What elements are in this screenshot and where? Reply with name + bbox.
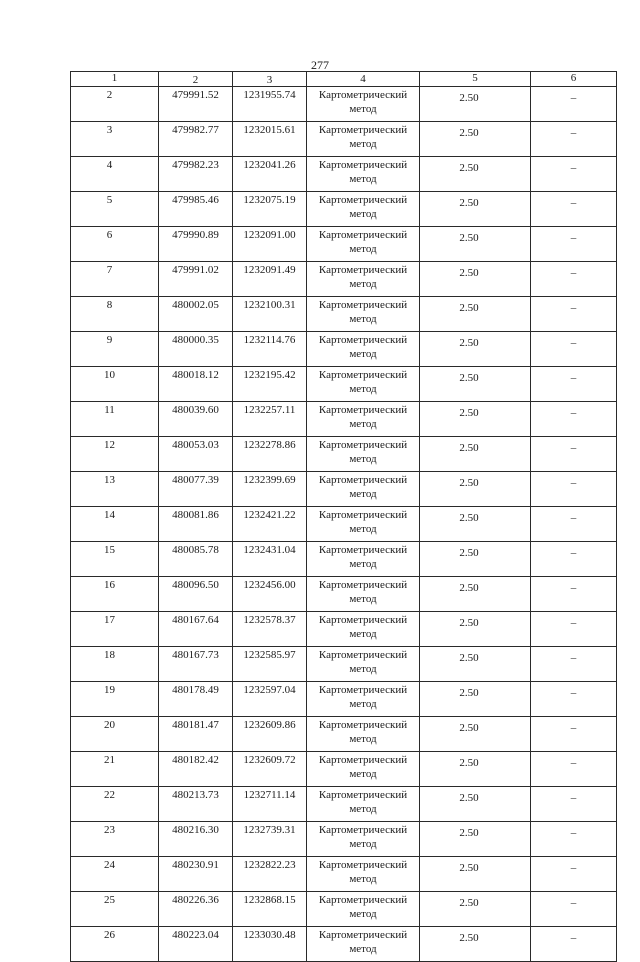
- accuracy-cell: 2.50: [420, 157, 531, 192]
- method-line-1: Картометрический: [318, 614, 408, 626]
- note-cell: –: [531, 262, 617, 297]
- note-cell: –: [531, 402, 617, 437]
- note-cell: –: [531, 752, 617, 787]
- method-line-1: Картометрический: [318, 929, 408, 941]
- accuracy-cell: 2.50: [420, 612, 531, 647]
- x-coordinate-cell: 479982.77: [159, 122, 233, 157]
- note-cell: –: [531, 612, 617, 647]
- x-coordinate-cell: 480018.12: [159, 367, 233, 402]
- x-coordinate-cell: 480081.86: [159, 507, 233, 542]
- accuracy-cell: 2.50: [420, 87, 531, 122]
- x-coordinate-cell: 480182.42: [159, 752, 233, 787]
- y-coordinate-cell: 1232278.86: [233, 437, 307, 472]
- method-line-1: Картометрический: [318, 159, 408, 171]
- y-coordinate-cell: 1232868.15: [233, 892, 307, 927]
- table-row: [71, 367, 617, 402]
- method-line-1: Картометрический: [318, 439, 408, 451]
- y-coordinate-cell: 1232091.00: [233, 227, 307, 262]
- method-line-1: Картометрический: [318, 579, 408, 591]
- method-line-1: Картометрический: [318, 509, 408, 521]
- x-coordinate-cell: 480167.64: [159, 612, 233, 647]
- method-line-2: метод: [349, 838, 377, 850]
- method-line-2: метод: [349, 383, 377, 395]
- point-number-cell: 14: [71, 507, 159, 542]
- note-cell: –: [531, 542, 617, 577]
- method-line-1: Картометрический: [318, 754, 408, 766]
- method-line-2: метод: [349, 698, 377, 710]
- method-cell: [307, 157, 420, 192]
- table-row: [71, 577, 617, 612]
- x-coordinate-cell: 479982.23: [159, 157, 233, 192]
- y-coordinate-cell: 1232711.14: [233, 787, 307, 822]
- method-cell: [307, 507, 420, 542]
- accuracy-cell: 2.50: [420, 682, 531, 717]
- y-coordinate-cell: 1232041.26: [233, 157, 307, 192]
- x-coordinate-cell: 480213.73: [159, 787, 233, 822]
- accuracy-cell: 2.50: [420, 717, 531, 752]
- table-body: [71, 72, 617, 962]
- x-coordinate-cell: 480167.73: [159, 647, 233, 682]
- y-coordinate-cell: 1232431.04: [233, 542, 307, 577]
- method-line-1: Картометрический: [318, 719, 408, 731]
- point-number-cell: 19: [71, 682, 159, 717]
- accuracy-cell: 2.50: [420, 437, 531, 472]
- table-row: [71, 262, 617, 297]
- y-coordinate-cell: 1232609.72: [233, 752, 307, 787]
- accuracy-cell: 2.50: [420, 122, 531, 157]
- x-coordinate-cell: 480053.03: [159, 437, 233, 472]
- note-cell: –: [531, 192, 617, 227]
- note-cell: –: [531, 227, 617, 262]
- point-number-cell: 8: [71, 297, 159, 332]
- accuracy-cell: 2.50: [420, 332, 531, 367]
- note-cell: –: [531, 157, 617, 192]
- method-line-1: Картометрический: [318, 894, 408, 906]
- x-coordinate-cell: 479991.52: [159, 87, 233, 122]
- method-line-1: Картометрический: [318, 649, 408, 661]
- table-row: [71, 752, 617, 787]
- method-cell: [307, 787, 420, 822]
- y-coordinate-cell: 1232421.22: [233, 507, 307, 542]
- note-cell: –: [531, 122, 617, 157]
- method-cell: [307, 402, 420, 437]
- accuracy-cell: 2.50: [420, 927, 531, 962]
- x-coordinate-cell: 480096.50: [159, 577, 233, 612]
- note-cell: –: [531, 857, 617, 892]
- y-coordinate-cell: 1232822.23: [233, 857, 307, 892]
- method-line-2: метод: [349, 243, 377, 255]
- method-line-2: метод: [349, 908, 377, 920]
- x-coordinate-cell: 480039.60: [159, 402, 233, 437]
- point-number-cell: 26: [71, 927, 159, 962]
- method-cell: [307, 752, 420, 787]
- point-number-cell: 22: [71, 787, 159, 822]
- method-line-1: Картометрический: [318, 229, 408, 241]
- method-cell: [307, 682, 420, 717]
- note-cell: –: [531, 367, 617, 402]
- point-number-cell: 5: [71, 192, 159, 227]
- x-coordinate-cell: 480077.39: [159, 472, 233, 507]
- x-coordinate-cell: 480178.49: [159, 682, 233, 717]
- table-row: [71, 472, 617, 507]
- method-cell: [307, 892, 420, 927]
- point-number-cell: 20: [71, 717, 159, 752]
- point-number-cell: 7: [71, 262, 159, 297]
- y-coordinate-cell: 1232195.42: [233, 367, 307, 402]
- point-number-cell: 21: [71, 752, 159, 787]
- point-number-cell: 17: [71, 612, 159, 647]
- y-coordinate-cell: 1232399.69: [233, 472, 307, 507]
- header-cell: 3: [233, 72, 307, 87]
- table-row: [71, 542, 617, 577]
- x-coordinate-cell: 479991.02: [159, 262, 233, 297]
- table-row: [71, 647, 617, 682]
- table-row: [71, 332, 617, 367]
- note-cell: –: [531, 682, 617, 717]
- accuracy-cell: 2.50: [420, 507, 531, 542]
- method-cell: [307, 87, 420, 122]
- note-cell: –: [531, 892, 617, 927]
- table-row: [71, 297, 617, 332]
- table-row: [71, 157, 617, 192]
- accuracy-cell: 2.50: [420, 402, 531, 437]
- table-row: [71, 122, 617, 157]
- note-cell: –: [531, 507, 617, 542]
- point-number-cell: 13: [71, 472, 159, 507]
- y-coordinate-cell: 1232585.97: [233, 647, 307, 682]
- method-line-2: метод: [349, 523, 377, 535]
- point-number-cell: 11: [71, 402, 159, 437]
- method-line-1: Картометрический: [318, 124, 408, 136]
- method-line-1: Картометрический: [318, 824, 408, 836]
- note-cell: –: [531, 87, 617, 122]
- table-row: [71, 892, 617, 927]
- x-coordinate-cell: 480000.35: [159, 332, 233, 367]
- method-line-2: метод: [349, 663, 377, 675]
- method-cell: [307, 227, 420, 262]
- method-line-1: Картометрический: [318, 369, 408, 381]
- accuracy-cell: 2.50: [420, 472, 531, 507]
- method-cell: [307, 542, 420, 577]
- table-header-row: [71, 72, 617, 87]
- method-cell: [307, 472, 420, 507]
- accuracy-cell: 2.50: [420, 192, 531, 227]
- point-number-cell: 18: [71, 647, 159, 682]
- method-cell: [307, 262, 420, 297]
- method-line-1: Картометрический: [318, 264, 408, 276]
- method-cell: [307, 612, 420, 647]
- method-line-2: метод: [349, 733, 377, 745]
- table-row: [71, 927, 617, 962]
- method-cell: [307, 717, 420, 752]
- method-line-2: метод: [349, 278, 377, 290]
- accuracy-cell: 2.50: [420, 577, 531, 612]
- y-coordinate-cell: 1232091.49: [233, 262, 307, 297]
- accuracy-cell: 2.50: [420, 752, 531, 787]
- method-line-1: Картометрический: [318, 789, 408, 801]
- note-cell: –: [531, 787, 617, 822]
- method-cell: [307, 857, 420, 892]
- table-row: [71, 437, 617, 472]
- point-number-cell: 12: [71, 437, 159, 472]
- note-cell: –: [531, 647, 617, 682]
- method-line-1: Картометрический: [318, 404, 408, 416]
- method-line-1: Картометрический: [318, 89, 408, 101]
- accuracy-cell: 2.50: [420, 262, 531, 297]
- method-line-2: метод: [349, 418, 377, 430]
- x-coordinate-cell: 480223.04: [159, 927, 233, 962]
- method-line-2: метод: [349, 103, 377, 115]
- table-row: [71, 787, 617, 822]
- x-coordinate-cell: 480181.47: [159, 717, 233, 752]
- point-number-cell: 23: [71, 822, 159, 857]
- header-cell: 1: [71, 72, 159, 87]
- note-cell: –: [531, 822, 617, 857]
- table-row: [71, 227, 617, 262]
- y-coordinate-cell: 1232578.37: [233, 612, 307, 647]
- point-number-cell: 4: [71, 157, 159, 192]
- point-number-cell: 3: [71, 122, 159, 157]
- point-number-cell: 10: [71, 367, 159, 402]
- method-line-1: Картометрический: [318, 544, 408, 556]
- x-coordinate-cell: 480002.05: [159, 297, 233, 332]
- accuracy-cell: 2.50: [420, 787, 531, 822]
- method-line-2: метод: [349, 348, 377, 360]
- method-line-2: метод: [349, 208, 377, 220]
- y-coordinate-cell: 1232739.31: [233, 822, 307, 857]
- y-coordinate-cell: 1232597.04: [233, 682, 307, 717]
- accuracy-cell: 2.50: [420, 822, 531, 857]
- table-row: [71, 857, 617, 892]
- method-cell: [307, 192, 420, 227]
- method-line-2: метод: [349, 138, 377, 150]
- note-cell: –: [531, 297, 617, 332]
- coordinates-table: [70, 71, 617, 962]
- table-row: [71, 822, 617, 857]
- table-row: [71, 192, 617, 227]
- method-line-2: метод: [349, 943, 377, 955]
- method-line-1: Картометрический: [318, 334, 408, 346]
- accuracy-cell: 2.50: [420, 542, 531, 577]
- y-coordinate-cell: 1232609.86: [233, 717, 307, 752]
- method-cell: [307, 927, 420, 962]
- point-number-cell: 16: [71, 577, 159, 612]
- y-coordinate-cell: 1231955.74: [233, 87, 307, 122]
- table-row: [71, 612, 617, 647]
- method-line-2: метод: [349, 313, 377, 325]
- accuracy-cell: 2.50: [420, 297, 531, 332]
- x-coordinate-cell: 480216.30: [159, 822, 233, 857]
- point-number-cell: 25: [71, 892, 159, 927]
- point-number-cell: 9: [71, 332, 159, 367]
- table-row: [71, 87, 617, 122]
- method-cell: [307, 647, 420, 682]
- method-cell: [307, 297, 420, 332]
- x-coordinate-cell: 480085.78: [159, 542, 233, 577]
- x-coordinate-cell: 479985.46: [159, 192, 233, 227]
- x-coordinate-cell: 479990.89: [159, 227, 233, 262]
- x-coordinate-cell: 480230.91: [159, 857, 233, 892]
- y-coordinate-cell: 1232456.00: [233, 577, 307, 612]
- note-cell: –: [531, 927, 617, 962]
- method-line-2: метод: [349, 873, 377, 885]
- method-line-1: Картометрический: [318, 194, 408, 206]
- method-line-1: Картометрический: [318, 474, 408, 486]
- header-cell: 2: [159, 72, 233, 87]
- y-coordinate-cell: 1232114.76: [233, 332, 307, 367]
- accuracy-cell: 2.50: [420, 892, 531, 927]
- table-row: [71, 717, 617, 752]
- x-coordinate-cell: 480226.36: [159, 892, 233, 927]
- header-cell: 5: [420, 72, 531, 87]
- method-line-2: метод: [349, 768, 377, 780]
- y-coordinate-cell: 1233030.48: [233, 927, 307, 962]
- accuracy-cell: 2.50: [420, 647, 531, 682]
- method-cell: [307, 437, 420, 472]
- method-cell: [307, 577, 420, 612]
- table-row: [71, 402, 617, 437]
- page-number: 277: [311, 58, 329, 72]
- point-number-cell: 6: [71, 227, 159, 262]
- method-line-2: метод: [349, 488, 377, 500]
- table-row: [71, 682, 617, 717]
- y-coordinate-cell: 1232075.19: [233, 192, 307, 227]
- y-coordinate-cell: 1232015.61: [233, 122, 307, 157]
- method-cell: [307, 367, 420, 402]
- accuracy-cell: 2.50: [420, 857, 531, 892]
- method-line-1: Картометрический: [318, 299, 408, 311]
- y-coordinate-cell: 1232100.31: [233, 297, 307, 332]
- method-line-2: метод: [349, 628, 377, 640]
- method-line-2: метод: [349, 593, 377, 605]
- method-line-1: Картометрический: [318, 859, 408, 871]
- method-cell: [307, 822, 420, 857]
- note-cell: –: [531, 472, 617, 507]
- y-coordinate-cell: 1232257.11: [233, 402, 307, 437]
- note-cell: –: [531, 437, 617, 472]
- point-number-cell: 24: [71, 857, 159, 892]
- method-line-2: метод: [349, 453, 377, 465]
- accuracy-cell: 2.50: [420, 227, 531, 262]
- point-number-cell: 15: [71, 542, 159, 577]
- method-cell: [307, 332, 420, 367]
- method-cell: [307, 122, 420, 157]
- point-number-cell: 2: [71, 87, 159, 122]
- accuracy-cell: 2.50: [420, 367, 531, 402]
- table-row: [71, 507, 617, 542]
- method-line-2: метод: [349, 803, 377, 815]
- note-cell: –: [531, 332, 617, 367]
- method-line-1: Картометрический: [318, 684, 408, 696]
- method-line-2: метод: [349, 558, 377, 570]
- method-line-2: метод: [349, 173, 377, 185]
- header-cell: 4: [307, 72, 420, 87]
- note-cell: –: [531, 717, 617, 752]
- header-cell: 6: [531, 72, 617, 87]
- note-cell: –: [531, 577, 617, 612]
